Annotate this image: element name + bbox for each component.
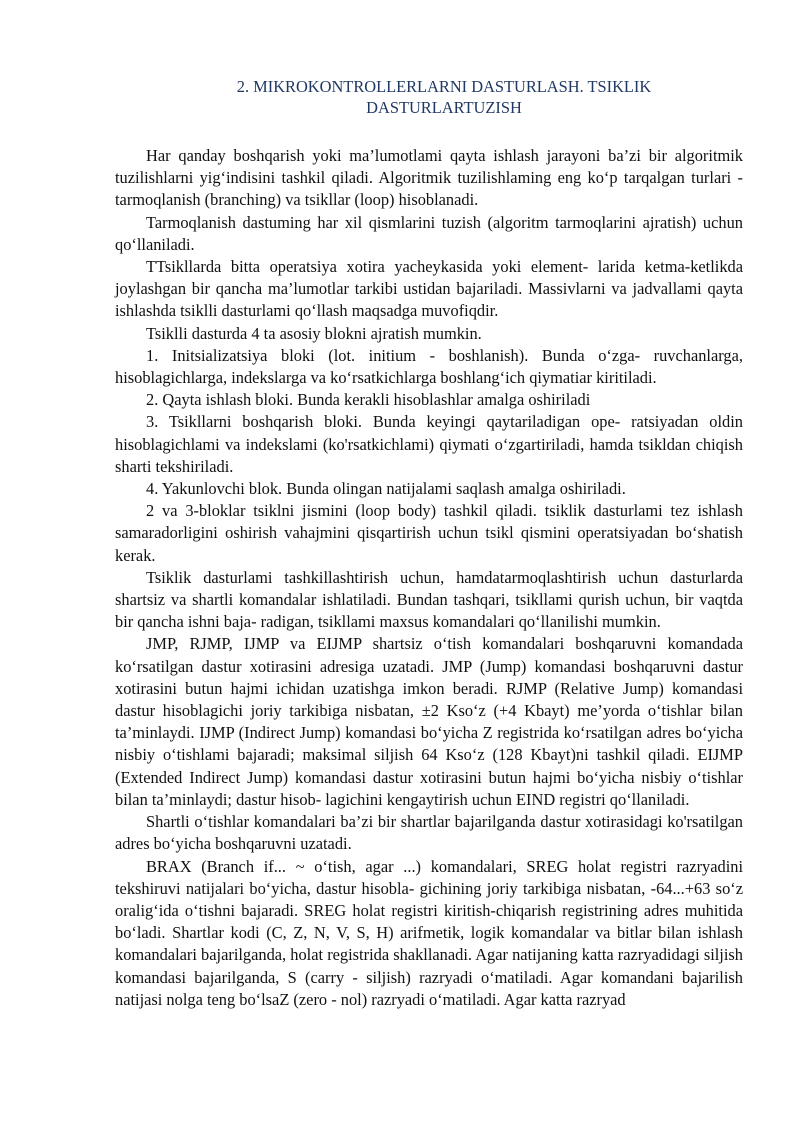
- page-title: [115, 76, 743, 118]
- paragraph: JMP, RJMP, IJMP va EIJMP shartsiz o‘tish komandalari boshqaruvni komandada ko‘rsatilgan dastur xotirasini adresiga uzatadi. JMP (Jump) komandasi boshqaruvni dastur xotirasini butun hajmi ichidan uzatishga imkon beradi. RJMP (Relative Jump) komandasi dastur hisoblagichi joriy tarkibiga nisbatan, ±2 Kso‘z (+4 Kbayt) me’yorda o‘tishlar bilan ta’minlaydi. IJMP (Indirect Jump) komandasi bo‘yicha Z registrida ko‘rsatilgan adres bo‘yicha nisbiy o‘tishlami bajaradi; maksimal siljish 64 Kso‘z (128 Kbayt)ni tashkil qiladi. EIJMP (Extended Indirect Jump) komandasi dastur xotirasini butun hajmi bo‘yicha nisbiy o‘tishlar bilan ta’minlaydi; dastur hisob- lagichini kengaytirish uchun EIND registri qo‘llaniladi.: [115, 634, 743, 809]
- paragraph: Tarmoqlanish dastuming har xil qismlarini tuzish (algoritm tarmoqlarini ajratish) uchun qo‘llaniladi.: [115, 212, 743, 254]
- paragraph: 2. Qayta ishlash bloki. Bunda kerakli hisoblashlar amalga oshiriladi: [146, 390, 591, 410]
- paragraph: 3. Tsikllarni boshqarish bloki. Bunda keyingi qaytariladigan ope- ratsiyadan oldin hisoblagichlami va indekslami (ko'rsatkichlami) qiymati o‘zgartiriladi, hamda tsikldan chiqish sharti tekshiriladi.: [115, 412, 743, 476]
- paragraph: Tsiklli dasturda 4 ta asosiy blokni ajratish mumkin.: [146, 323, 482, 343]
- document-body: [115, 145, 743, 1011]
- paragraph: Har qanday boshqarish yoki ma’lumotlami qayta ishlash jarayoni ba’zi bir algoritmik tuzilishlarni yig‘indisini tashkil qiladi. Algoritmik tuzilishlaming eng ko‘p tarqalgan turlari - tarmoqlanish (branching) va tsikllar (loop) hisoblanadi.: [115, 146, 743, 210]
- paragraph: 1. Initsializatsiya bloki (lot. initium - boshlanish). Bunda o‘zga- ruvchanlarga, hisoblagichlarga, indekslarga va ko‘rsatkichlarga boshlang‘ich qiymatiar kiritiladi.: [115, 345, 743, 388]
- page-title-line-2: DASTURLARTUZISH: [366, 98, 522, 117]
- page-title-line-1: 2. MIKROKONTROLLERLARNI DASTURLASH. TSIKLIK: [236, 77, 652, 96]
- paragraph: BRAX (Branch if... ~ o‘tish, agar ...) komandalari, SREG holat registri razryadini tekshiruvi natijalari bo‘yicha, dastur hisobla- gichining joriy tarkibiga nisbatan, -64...+63 so‘z oralig‘ida o‘tishni bajaradi. SREG holat registri kiritish-chiqarish registrining adres muhitida bo‘ladi. Shartlar kodi (C, Z, N, V, S, H) arifmetik, logik komandalar va bitlar bilan ishlash komandalari bajarilganda, holat registrida shakllanadi. Agar natijaning katta razryadidagi siljish komandasi bajarilganda, S (carry - siljish) razryadi o‘matiladi. Agar komandani bajarilish natijasi nolga teng bo‘lsaZ (zero - nol) razryadi o‘matiladi. Agar katta razryad: [115, 856, 743, 1009]
- paragraph: 4. Yakunlovchi blok. Bunda olingan natijalami saqlash amalga oshiriladi.: [146, 479, 626, 499]
- paragraph: Shartli o‘tishlar komandalari ba’zi bir shartlar bajarilganda dastur xotirasidagi ko'rsatilgan adres bo‘yicha boshqaruvni uzatadi.: [115, 812, 743, 854]
- paragraph: Tsiklik dasturlami tashkillashtirish uchun, hamdatarmoqlashtirish uchun dasturlarda shartsiz va shartli komandalar ishlatiladi. Bundan tashqari, tsikllami qurish uchun, bir vaqtda bir qancha ishni baja- radigan, tsikllami maxsus komandalari qo‘llanilishi mumkin.: [115, 567, 743, 632]
- paragraph: 2 va 3-bloklar tsiklni jismini (loop body) tashkil qiladi. tsiklik dasturlami tez ishlash samaradorligini oshirish vahajmini qisqartirish uchun tsikl qismini operatsiyadan bo‘shatish kerak.: [115, 501, 743, 565]
- paragraph: TTsikllarda bitta operatsiya xotira yacheykasida yoki element- larida ketma-ketlikda joylashgan bir qancha ma’lumotlar tarkibi ustidan bajariladi. Massivlarni va jadvallami qayta ishlashda tsiklli dasturlami qo‘llash maqsadga muvofiqdir.: [115, 257, 743, 321]
